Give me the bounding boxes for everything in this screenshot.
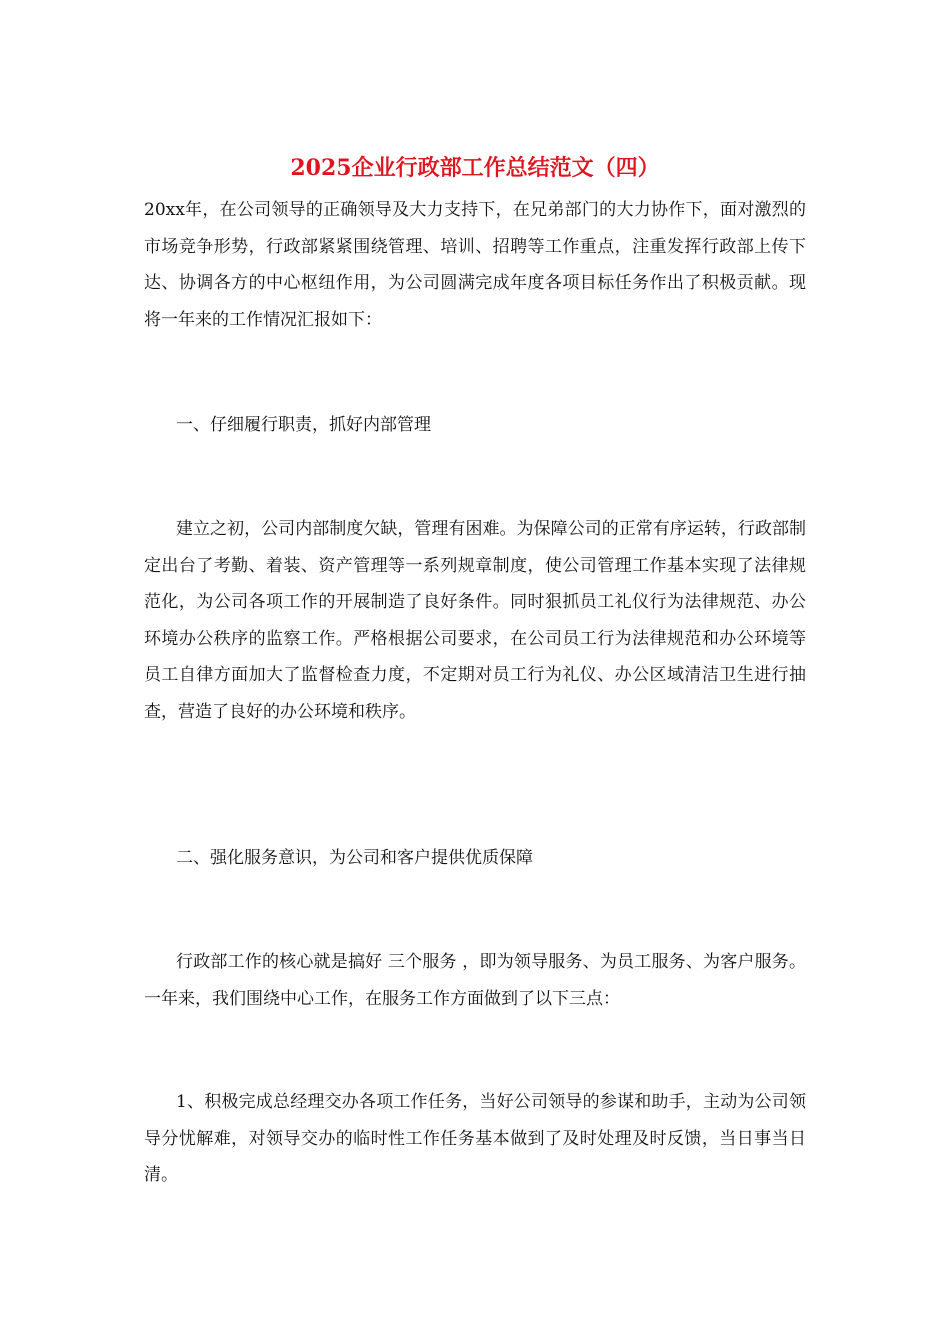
intro-paragraph: 20xx年，在公司领导的正确领导及大力支持下，在兄弟部门的大力协作下，面对激烈的市场竞争形势，行政部紧紧围绕管理、培训、招聘等工作重点，注重发挥行政部上传下达、协调各方的中心枢纽作用，为公司圆满完成年度各项目标任务作出了积极贡献。现将一年来的工作情况汇报如下： bbox=[144, 200, 806, 330]
section-2-body: 行政部工作的核心就是搞好 三个服务 ，即为领导服务、为员工服务、为客户服务。一年来，我们围绕中心工作，在服务工作方面做到了以下三点： bbox=[144, 952, 806, 1009]
list-item-1: 1、积极完成总经理交办各项工作任务，当好公司领导的参谋和助手，主动为公司领导分忧解难，对领导交办的临时性工作任务基本做到了及时处理及时反馈，当日事当日清。 bbox=[144, 1092, 806, 1185]
section-2-heading: 二、强化服务意识，为公司和客户提供优质保障 bbox=[176, 848, 533, 868]
section-1-heading: 一、仔细履行职责，抓好内部管理 bbox=[176, 415, 431, 435]
section-1-body: 建立之初，公司内部制度欠缺，管理有困难。为保障公司的正常有序运转，行政部制定出台了考勤、着装、资产管理等一系列规章制度，使公司管理工作基本实现了法律规范化，为公司各项工作的开展制造了良好条件。同时狠抓员工礼仪行为法律规范、办公环境办公秩序的监察工作。严格根据公司要求，在公司员工行为法律规范和办公环境等员工自律方面加大了监督检查力度，不定期对员工行为礼仪、办公区域清洁卫生进行抽查，营造了良好的办公环境和秩序。 bbox=[144, 519, 806, 722]
document-title: 2025企业行政部工作总结范文（四） bbox=[290, 155, 660, 181]
